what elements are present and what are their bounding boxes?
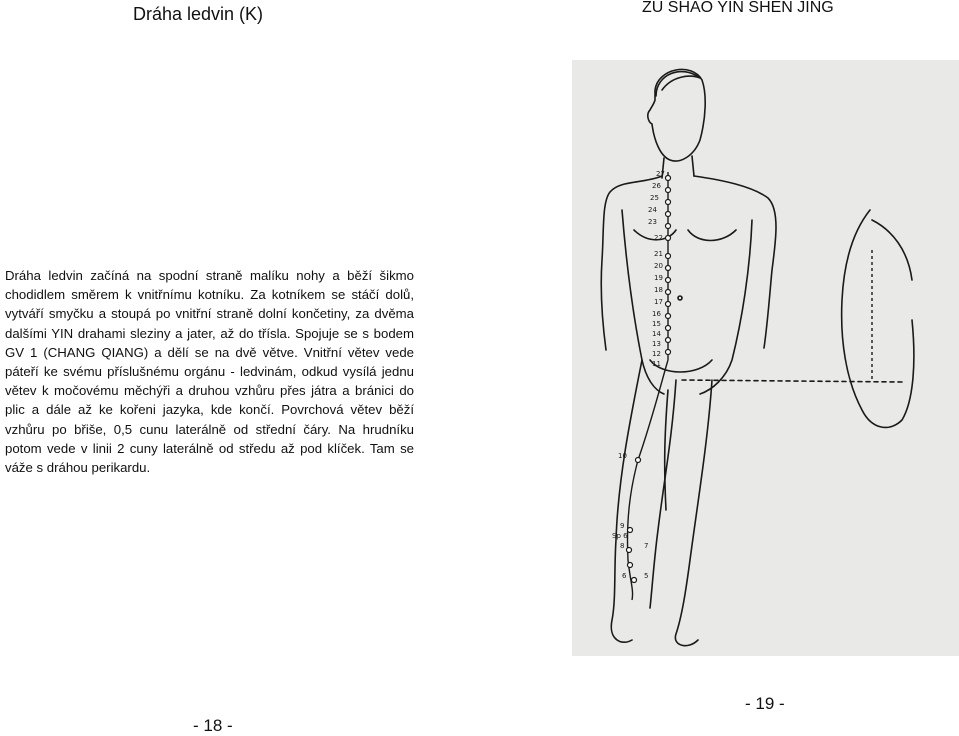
point-label: 20	[654, 262, 663, 270]
description-paragraph: Dráha ledvin začíná na spodní straně malíku nohy a běží šikmo chodidlem směrem k vnitřnímu kotníku. Za kotníkem se stáčí dolů, vytváří smyčku a stoupá po vnitřní straně dolní končetiny, za dvěma dalšími YIN drahami sleziny a jater, až do třísla. Spojuje se s bodem GV 1 (CHANG QIANG) a dělí se na dvě větve. Vnitřní větev vede páteří ke svému příslušnému orgánu - ledvinám, odkud vysílá jednu větev k močovému měchýři a druhou vzhůru přes játra a bránici do plic a dále až ke kořeni jazyka, kde končí. Povrchová větev běží vzhůru po břiše, 0,5 cunu laterálně od střední čáry. Na hrudníku potom vede v linii 2 cuny laterálně od středu až pod klíček. Tam se váže s dráhou perikardu.	[5, 268, 414, 476]
point-label: 18	[654, 286, 663, 294]
point-label: 24	[648, 206, 657, 214]
page-title-left: Dráha ledvin (K)	[133, 4, 264, 24]
point-label: 6	[622, 572, 627, 580]
point-label: 27	[656, 170, 665, 178]
left-leg-inner	[650, 380, 676, 608]
point-label: 10	[618, 452, 627, 460]
description-text	[5, 266, 414, 477]
point-label: 16	[652, 310, 661, 318]
side-view-body	[842, 210, 914, 427]
right-arm	[694, 176, 776, 348]
point-label: 7	[644, 542, 649, 550]
meridian-illustration	[572, 60, 959, 656]
point-label: 17	[654, 298, 663, 306]
point-label: 13	[652, 340, 661, 348]
page-number-right: - 19 -	[745, 694, 785, 713]
point-label: 15	[652, 320, 661, 328]
point-label: Sp 6	[612, 532, 628, 540]
connection-line	[682, 380, 902, 382]
head-outline	[648, 69, 705, 161]
meridian-figure-svg	[572, 60, 959, 656]
point-label: 12	[652, 350, 661, 358]
point-label: 23	[648, 218, 657, 226]
left-leg	[611, 360, 642, 642]
point-label: 5	[644, 572, 649, 580]
point-label: 8	[620, 542, 625, 550]
point-label: 9	[620, 522, 625, 530]
point-label: 22	[654, 234, 663, 242]
point-label: 26	[652, 182, 661, 190]
page-number-left: - 18 -	[193, 716, 233, 735]
point-label: 19	[654, 274, 663, 282]
torso-right	[700, 220, 752, 394]
point-label: 25	[650, 194, 659, 202]
point-label: 21	[654, 250, 663, 258]
right-leg	[675, 380, 712, 646]
point-label: 11	[652, 360, 661, 368]
page-title-right: ZU SHAO YIN SHEN JING	[642, 0, 834, 16]
point-label: 14	[652, 330, 661, 338]
